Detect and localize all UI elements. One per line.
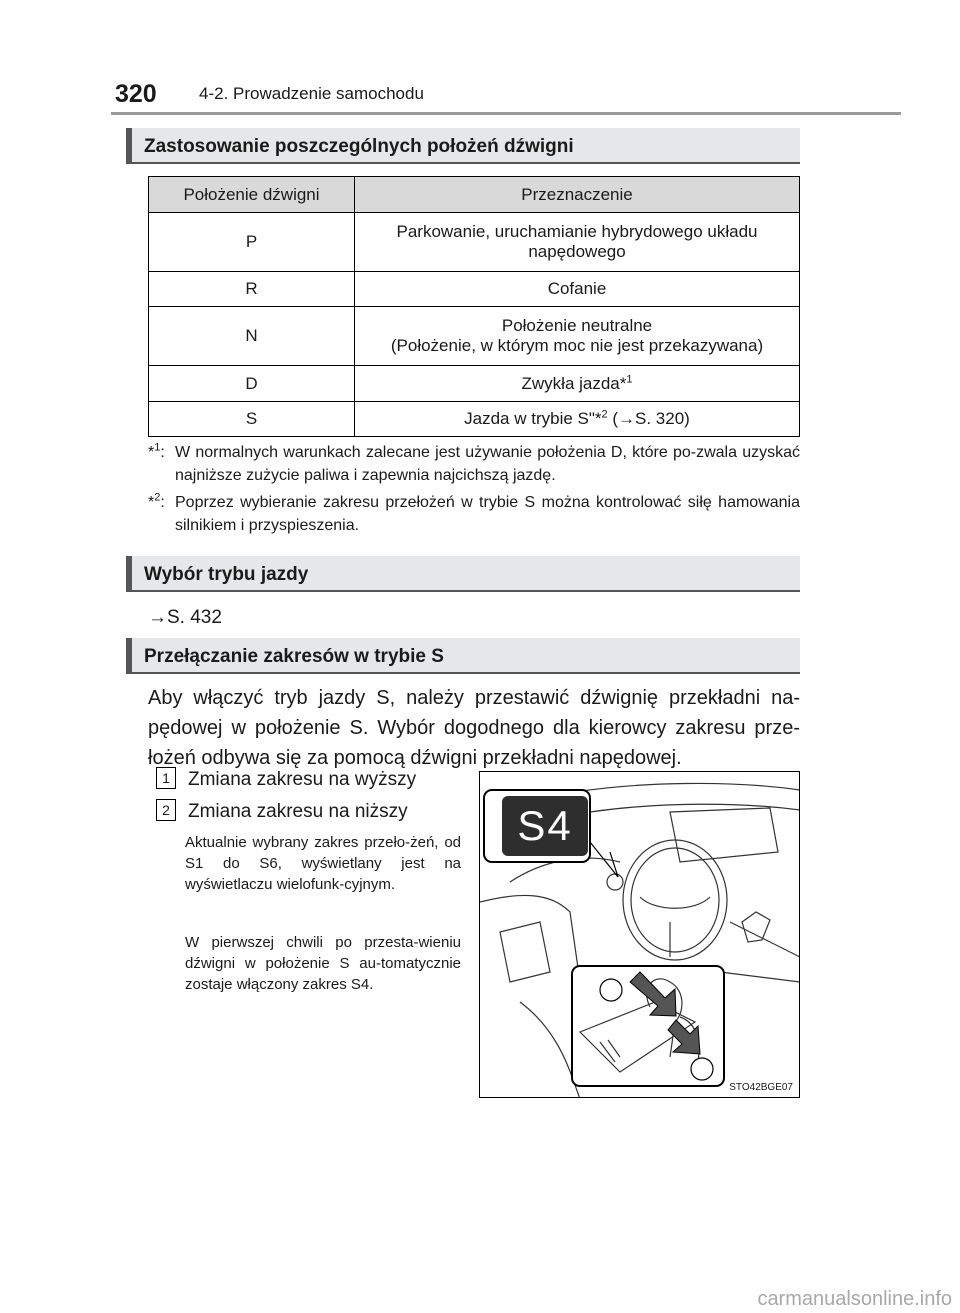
table-cell-purpose: Cofanie — [355, 272, 800, 307]
section-heading-s-mode — [126, 638, 800, 674]
footnote-text: W normalnych warunkach zalecane jest używanie położenia D, które po-zwala uzyskać najniższe zużycie paliwa i zapewnia najcichszą jazdę. — [175, 444, 800, 484]
table-header-purpose: Przeznaczenie — [355, 177, 800, 213]
table-cell-position: D — [149, 366, 355, 402]
cell-line: (Położenie, w którym moc nie jest przekazywana) — [390, 336, 764, 355]
section-heading-drive-mode — [126, 556, 800, 592]
step-item — [156, 799, 408, 823]
table-cell-purpose — [355, 307, 800, 366]
cell-line: Położenie neutralne — [501, 316, 653, 335]
cell-line: Zwykła jazda* — [521, 373, 627, 393]
cell-line: napędowego — [528, 242, 626, 261]
chapter-title: 4-2. Prowadzenie samochodu — [199, 84, 424, 103]
footnote-marker: *$^1$: — [148, 441, 165, 461]
lever-position-table — [148, 176, 800, 437]
callout-circle-1 — [600, 979, 622, 1001]
table-cell-position: R — [149, 272, 355, 307]
note-paragraph: Aktualnie wybrany zakres przeło-żeń, od S1 do S6, wyświetlany jest na wyświetlaczu wielofunk-cyjnym. — [185, 834, 461, 893]
step-label: Zmiana zakresu na wyższy — [188, 769, 417, 790]
page-reference: →S. 432 — [148, 607, 222, 628]
table-header-row — [149, 177, 800, 213]
table-header-position: Położenie dźwigni — [149, 177, 355, 213]
figure-code: STO42BGE07 — [729, 1082, 793, 1093]
section-heading-text: Wybór trybu jazdy — [144, 564, 309, 585]
header-rule — [111, 112, 901, 115]
section-heading-lever-positions — [126, 128, 800, 164]
step-label: Zmiana zakresu na niższy — [188, 801, 408, 822]
table-cell-position: S — [149, 402, 355, 437]
footnote-ref: 2 — [601, 408, 608, 421]
table-row — [149, 366, 800, 402]
table-cell-purpose — [355, 213, 800, 272]
table-row — [149, 402, 800, 437]
table-row — [149, 272, 800, 307]
footnote-text: Poprzez wybieranie zakresu przełożeń w trybie S można kontrolować siłę hamowania silnikiem i przyspieszenia. — [175, 494, 800, 534]
table-row — [149, 307, 800, 366]
note-paragraph: W pierwszej chwili po przesta-wieniu dźwigni w położenie S au-tomatycznie zostaje włączony zakres S4. — [185, 934, 461, 993]
watermark: carmanualsonline.info — [757, 1288, 952, 1310]
cell-line: Parkowanie, uruchamianie hybrydowego układu — [396, 222, 758, 241]
shift-range-display: S4 — [502, 796, 588, 856]
page-number: 320 — [115, 80, 157, 108]
footnote — [148, 491, 800, 537]
page-reference: (→S. 320) — [607, 409, 690, 428]
cell-line: Jazda w trybie S"* — [464, 409, 602, 428]
step-number: 2 — [156, 799, 176, 821]
table-cell-position: N — [149, 307, 355, 366]
step-number: 1 — [156, 767, 176, 789]
footnote-ref: 1 — [626, 372, 633, 385]
table-row — [149, 213, 800, 272]
shift-lever-illustration — [479, 771, 800, 1098]
table-cell-purpose — [355, 402, 800, 437]
table-cell-position: P — [149, 213, 355, 272]
callout-circle-2 — [691, 1058, 713, 1080]
section-heading-text: Przełączanie zakresów w trybie S — [144, 646, 444, 667]
footnote-marker: *$^2$: — [148, 491, 165, 511]
step-item — [156, 767, 416, 791]
table-cell-purpose — [355, 366, 800, 402]
body-paragraph: Aby włączyć tryb jazdy S, należy przestawić dźwignię przekładni na-pędowej w położenie S. Wybór dogodnego dla kierowcy zakresu prze-łożeń odbywa się za pomocą dźwigni przekładni napędowej. — [148, 687, 800, 769]
footnote — [148, 441, 800, 487]
section-heading-text: Zastosowanie poszczególnych położeń dźwigni — [144, 136, 574, 157]
